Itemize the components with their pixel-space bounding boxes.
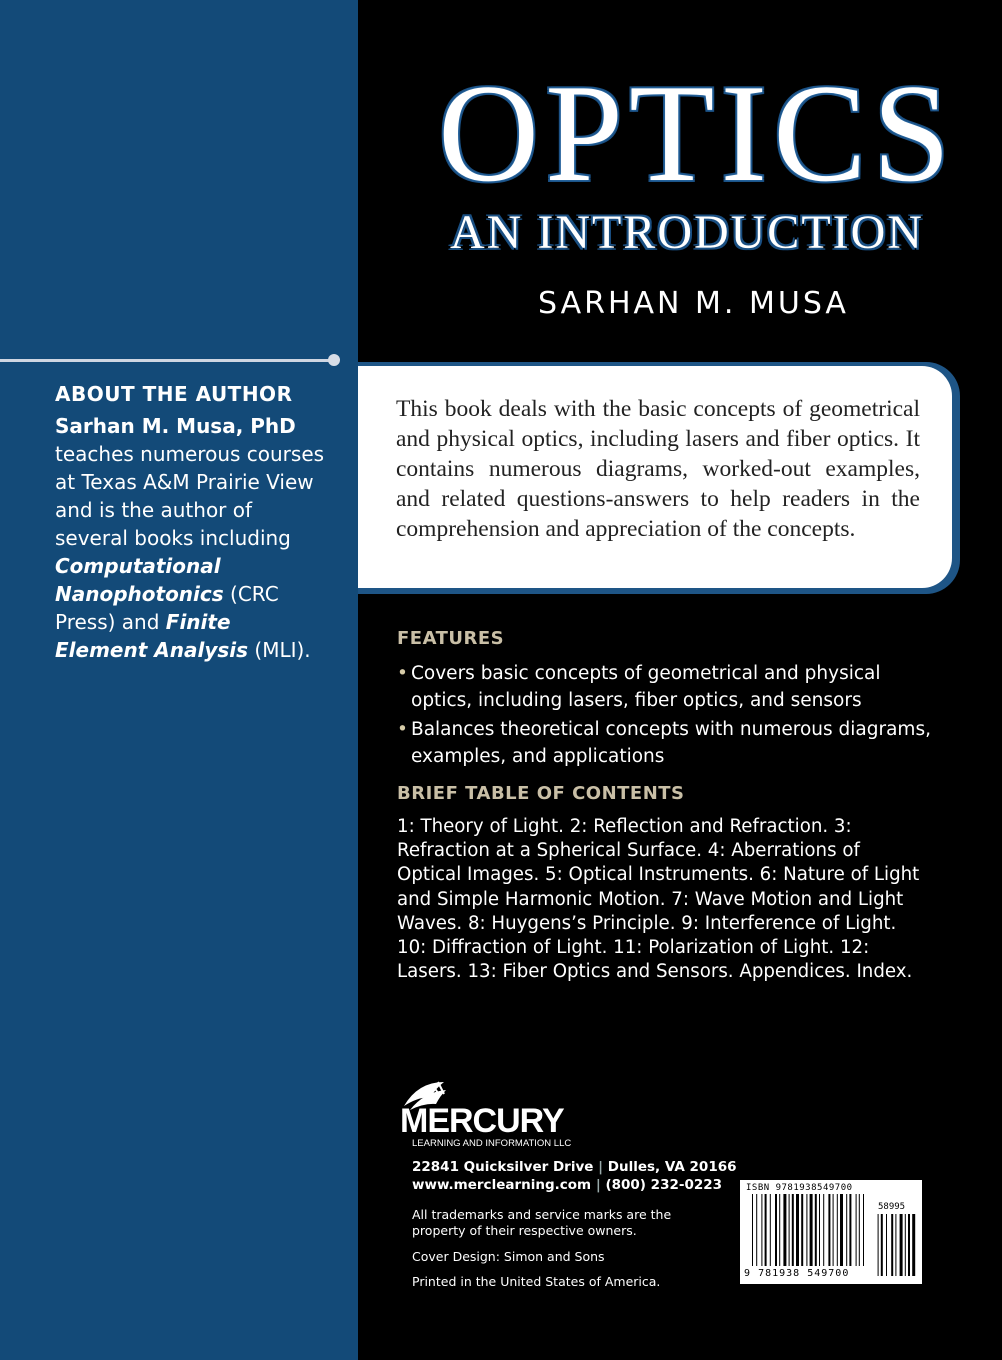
price-code: 58995 <box>878 1202 906 1212</box>
table-of-contents: 1: Theory of Light. 2: Reflection and Refraction. 3: Refraction at a Spherical Surface. 4: Aberrations of Optical Images. 5: Optical Instruments. 6: Nature of Light and Simple Harmonic Motion. 7: Wave Motion and Light Waves. 8: Huygens’s Principle. 9: Interference of Light. 10: Diffraction of Light. 11: Polarization of Light. 12: Lasers. 13: Fiber Optics and Sensors. Appendices. Index. <box>397 816 920 983</box>
bio-text-3: (MLI). <box>248 638 311 662</box>
bio-book-1: Computational Nanophotonics <box>55 554 224 606</box>
separator: | <box>595 1177 601 1193</box>
about-author-bio <box>55 412 325 664</box>
feature-item <box>397 660 937 714</box>
publisher-phone: (800) 232-0223 <box>605 1177 723 1193</box>
bullet-icon: • <box>397 663 408 684</box>
address-city: Dulles, VA 20166 <box>607 1159 737 1175</box>
logo-name: MERCURY <box>400 1102 564 1140</box>
separator: | <box>598 1159 604 1175</box>
book-subtitle: AN INTRODUCTION <box>450 206 924 259</box>
barcode-digits-2: 781938 <box>758 1268 801 1279</box>
features-heading: FEATURES <box>397 628 505 649</box>
about-author-heading: ABOUT THE AUTHOR <box>55 382 293 406</box>
feature-item-text: Balances theoretical concepts with numerous diagrams, examples, and applications <box>411 719 931 767</box>
feature-item <box>397 716 937 770</box>
logo-tagline: LEARNING AND INFORMATION LLC <box>412 1138 572 1149</box>
toc-heading: BRIEF TABLE OF CONTENTS <box>397 783 685 804</box>
publisher-address <box>412 1158 737 1176</box>
description-box <box>358 362 960 594</box>
bio-text-2: (CRC Press) and <box>55 582 279 634</box>
mercury-logo <box>396 1076 576 1150</box>
divider-dot <box>328 354 340 366</box>
barcode-digits <box>744 1268 849 1279</box>
bullet-icon: • <box>397 719 408 740</box>
address-street: 22841 Quicksilver Drive <box>412 1159 594 1175</box>
isbn-barcode <box>740 1180 922 1284</box>
printed-notice: Printed in the United States of America. <box>412 1274 661 1289</box>
book-description: This book deals with the basic concepts of geometrical and physical optics, including lasers and fiber optics. It contains numerous diagrams, worked-out examples, and related questions-answers to help readers in the comprehension and appreciation of the concepts. <box>396 396 920 542</box>
bio-book-2: Finite Element Analysis <box>55 610 249 662</box>
features-list <box>397 660 937 772</box>
cover-design-credit: Cover Design: Simon and Sons <box>412 1249 605 1264</box>
barcode-digits-3: 549700 <box>807 1268 850 1279</box>
book-title: OPTICS <box>438 56 957 211</box>
isbn-label: ISBN 9781938549700 <box>746 1183 853 1193</box>
about-author-section <box>55 380 325 664</box>
bio-text-1: teaches numerous courses at Texas A&M Prairie View and is the author of several books including <box>55 442 325 550</box>
left-blue-panel <box>0 0 358 1360</box>
trademark-notice: All trademarks and service marks are the property of their respective owners. <box>412 1207 672 1238</box>
feature-item-text: Covers basic concepts of geometrical and physical optics, including lasers, fiber optics, and sensors <box>411 663 881 711</box>
cover-author-name: SARHAN M. MUSA <box>538 286 849 321</box>
publisher-contact <box>412 1176 722 1194</box>
publisher-website: www.merclearning.com <box>412 1177 592 1193</box>
author-bio-name: Sarhan M. Musa, PhD <box>55 414 296 438</box>
divider-line <box>0 359 334 362</box>
description-box-inner <box>358 366 952 588</box>
barcode-digit-1: 9 <box>744 1268 752 1279</box>
